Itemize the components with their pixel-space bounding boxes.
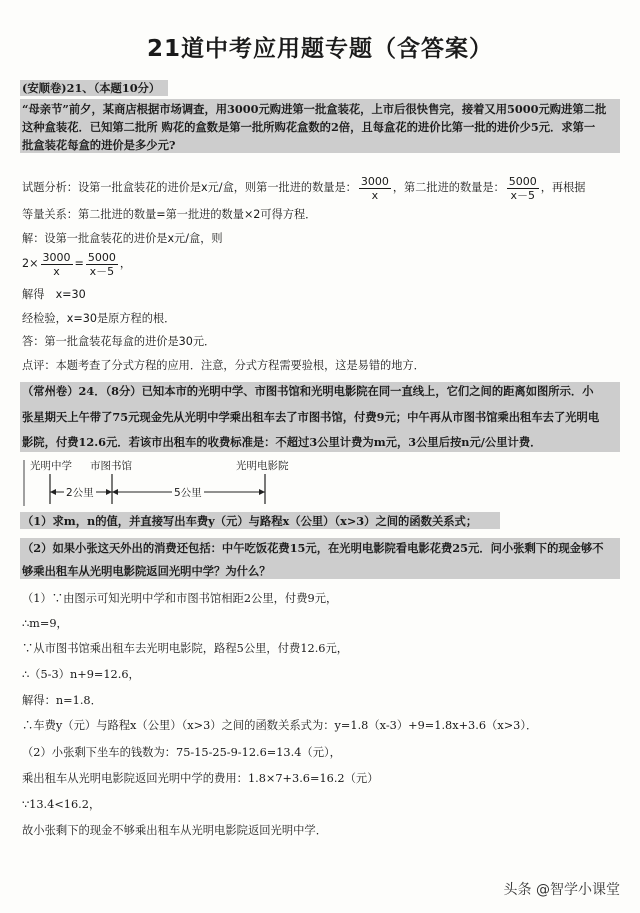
q1-text-line2: 这种盒装花．已知第二批所 购花的盒数是第一批所购花盒数的2倍，且每盒花的进价比第一批的进价少5元．求第一 — [22, 120, 596, 134]
q2-solution-8: 乘出租车从光明电影院返回光明中学的费用：1.8×7+3.6=16.2（元） — [22, 772, 379, 785]
q2-text-line2: 张星期天上午带了75元现金先从光明中学乘出租车去了市图书馆，付费9元；中午再从市图书馆乘出租车去了光明电 — [22, 410, 600, 424]
q1-relation: 等量关系：第二批进的数量=第一批进的数量×2可得方程． — [22, 208, 317, 221]
q1-frac1-den: x — [371, 188, 379, 202]
q1-answer: 答：第一批盒装花每盒的进价是30元． — [22, 335, 216, 348]
q1-text-line3: 批盒装花每盒的进价是多少元? — [22, 138, 176, 152]
label-dist-ab: 2公里 — [66, 487, 94, 499]
arrow-a-left — [50, 489, 56, 495]
label-city-library: 市图书馆 — [90, 460, 132, 472]
q1-check: 经检验，x=30是原方程的根． — [22, 312, 176, 325]
q1-frac1-num: 3000 — [360, 174, 389, 188]
q2-solution-3: ∵从市图书馆乘出租车去光明电影院，路程5公里，付费12.6元， — [22, 642, 349, 655]
label-guangming-cinema: 光明电影院 — [236, 460, 289, 472]
q2-solution-4: ∴（5-3）n+9=12.6， — [22, 668, 140, 681]
q2-part1: （1）求m，n的值，并直接写出车费y（元）与路程x（公里）（x>3）之间的函数关系式； — [22, 514, 478, 528]
q1-fraction-1 — [359, 175, 391, 202]
q1-analysis-c: ，再根据 — [540, 181, 586, 194]
q2-solution-1: （1）∵由图示可知光明中学和市图书馆相距2公里，付费9元， — [22, 592, 338, 605]
q1-eq-prefix: 2× — [22, 257, 39, 270]
q2-text-line1 — [22, 383, 594, 399]
q1-eq-fraction-2 — [86, 251, 118, 278]
q1-fraction-2 — [507, 175, 539, 202]
q1-text-line1: “母亲节”前夕，某商店根据市场调查，用3000元购进第一批盒装花，上市后很快售完，接着又用5000元购进第二批 — [22, 102, 607, 116]
q1-eq-f2-num: 5000 — [87, 250, 116, 264]
q1-comment: 点评：本题考查了分式方程的应用．注意，分式方程需要验根，这是易错的地方． — [22, 359, 425, 372]
q2-solution-10: 故小张剩下的现金不够乘出租车从光明电影院返回光明中学． — [22, 824, 328, 837]
q1-result: 解得 x=30 — [22, 288, 86, 301]
label-dist-bc: 5公里 — [174, 487, 202, 499]
arrow-b-right — [112, 489, 118, 495]
q2-solution-9: ∵13.4<16.2， — [22, 798, 101, 811]
q1-frac2-den: x－5 — [510, 188, 535, 202]
q1-source: (安顺卷)21、（本题10分） — [22, 81, 161, 95]
arrow-c-right — [259, 489, 265, 495]
page-title: 21道中考应用题专题（含答案） — [146, 36, 493, 62]
q2-text-line3: 影院，付费12.6元．若该市出租车的收费标准是：不超过3公里计费为m元，3公里后按n元/公里计费． — [22, 435, 542, 449]
q2-source: （常州卷）24．（8分） — [22, 384, 142, 398]
q1-eq-f2-den: x－5 — [89, 264, 115, 278]
q2-text1: 已知本市的光明中学、市图书馆和光明电影院在同一直线上，它们之间的距离如图所示．小 — [141, 384, 594, 398]
arrow-b-left — [106, 489, 112, 495]
q2-solution-2: ∴m=9， — [22, 617, 68, 630]
q2-solution-5: 解得：n=1.8． — [22, 694, 102, 707]
q1-eq-equals: = — [74, 257, 84, 270]
q1-eq-f1-num: 3000 — [42, 250, 71, 264]
q2-part2-line1: （2）如果小张这天外出的消费还包括：中午吃饭花费15元，在光明电影院看电影花费25元．问小张剩下的现金够不 — [22, 541, 604, 555]
q1-frac2-num: 5000 — [508, 174, 537, 188]
label-guangming-school: 光明中学 — [30, 460, 72, 472]
q1-eq-f1-den: x — [53, 264, 60, 278]
q2-solution-7: （2）小张剩下坐车的钱数为：75-15-25-9-12.6=13.4（元）， — [22, 746, 341, 759]
watermark: 头条 @智学小课堂 — [503, 882, 620, 898]
q1-eq-suffix: ， — [119, 257, 132, 270]
q1-eq-fraction-1 — [41, 251, 73, 278]
q2-part2-line2: 够乘出租车从光明电影院返回光明中学？为什么？ — [22, 564, 271, 578]
q1-analysis-a: 试题分析：设第一批盒装花的进价是x元/盒，则第一批进的数量是： — [22, 181, 357, 194]
q1-analysis — [22, 174, 586, 202]
q1-equation — [22, 248, 131, 280]
q2-solution-6: ∴车费y（元）与路程x（公里）（x>3）之间的函数关系式为：y=1.8（x-3）+9=1.8x+3.6（x>3）． — [22, 719, 538, 732]
q1-analysis-b: ，第二批进的数量是： — [392, 181, 505, 194]
q1-solve: 解：设第一批盒装花的进价是x元/盒，则 — [22, 232, 223, 245]
